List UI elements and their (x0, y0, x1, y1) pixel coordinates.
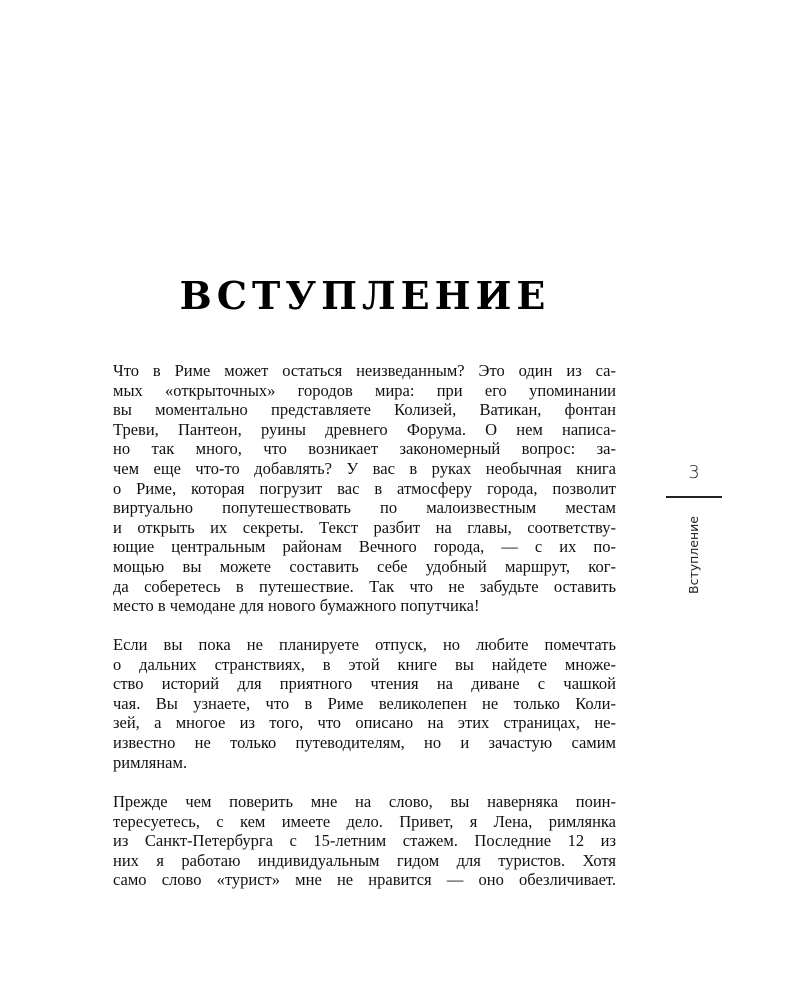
text-line: из Санкт-Петербурга с 15-летним стажем. Последние 12 из (113, 831, 616, 851)
text-line: римлянам. (113, 752, 188, 772)
paragraph-1 (113, 361, 616, 616)
text-line: но так много, что возникает закономерный вопрос: за- (113, 439, 616, 459)
text-line: и открыть их секреты. Текст разбит на главы, соответству- (113, 517, 616, 537)
text-line: виртуально попутешествовать по малоизвестным местам (113, 498, 616, 518)
text-line: мощью вы можете составить себе удобный маршрут, ког- (113, 556, 616, 576)
text-line: ство историй для приятного чтения на диване с чашкой (113, 674, 616, 694)
text-line: Треви, Пантеон, руины древнего Форума. О нем написа- (113, 419, 616, 439)
text-line: само слово «турист» мне не нравится — оно обезличивает. (113, 870, 616, 890)
running-head-label: Вступление (686, 516, 701, 594)
text-line: известно не только путеводителям, но и зачастую самим (113, 732, 616, 752)
text-line: тересуетесь, с кем имеете дело. Привет, я Лена, римлянка (113, 811, 616, 831)
text-line: чая. Вы узнаете, что в Риме великолепен не только Коли- (113, 693, 616, 713)
paragraph-3 (113, 792, 616, 890)
text-line: место в чемодане для нового бумажного попутчика! (113, 596, 480, 616)
paragraph-2 (113, 635, 616, 772)
text-line: Прежде чем поверить мне на слово, вы наверняка поин- (113, 792, 616, 811)
page-number: 3 (688, 462, 700, 483)
chapter-title: ВСТУПЛЕНИЕ (179, 273, 551, 318)
text-line: ющие центральным районам Вечного города, — с их по- (113, 537, 616, 557)
text-line: вы моментально представляете Колизей, Ватикан, фонтан (113, 400, 616, 420)
text-line: да соберетесь в путешествие. Так что не забудьте оставить (113, 576, 616, 596)
text-line: Что в Риме может остаться неизведанным? Это один из са- (113, 361, 616, 380)
side-divider (666, 496, 722, 498)
text-line: чем еще что-то добавлять? У вас в руках необычная книга (113, 458, 616, 478)
text-line: них я работаю индивидуальным гидом для туристов. Хотя (113, 850, 616, 870)
text-line: о Риме, которая погрузит вас в атмосферу города, позволит (113, 478, 616, 498)
text-line: Если вы пока не планируете отпуск, но любите помечтать (113, 635, 616, 654)
text-line: мых «открыточных» городов мира: при его упоминании (113, 380, 616, 400)
text-line: о дальних странствиях, в этой книге вы найдете множе- (113, 654, 616, 674)
text-line: зей, а многое из того, что описано на этих страницах, не- (113, 713, 616, 733)
